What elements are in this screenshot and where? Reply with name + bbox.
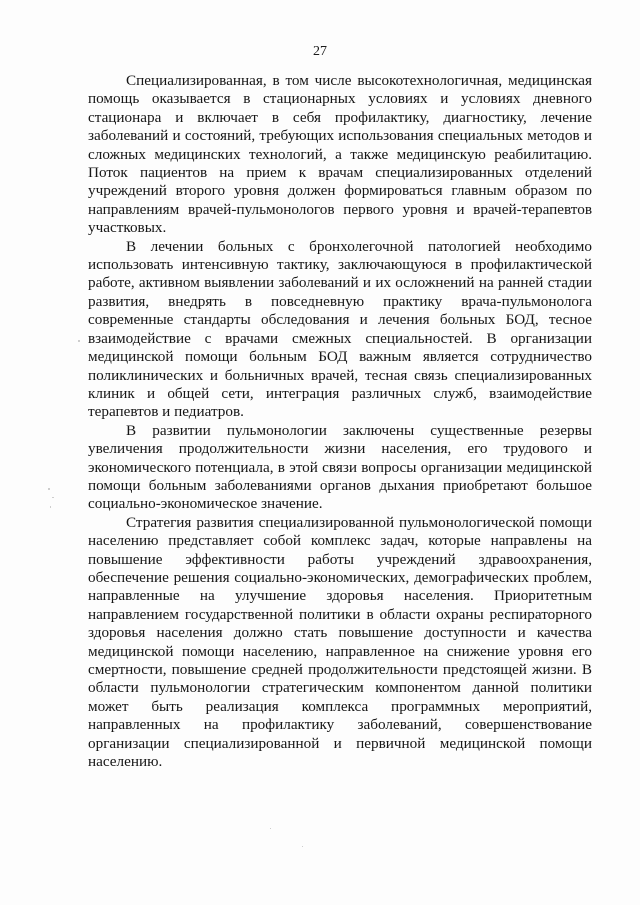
scan-speck bbox=[52, 497, 54, 498]
page-number: 27 bbox=[313, 44, 327, 59]
paragraph: Специализированная, в том числе высокотехнологичная, медицинская помощь оказывается в стационарных условиях и условиях дневного стационара и включает в себя профилактику, диагностику, лечение заболеваний и состояний, требующих использования специальных методов и сложных медицинских технологий, а также медицинскую реабилитацию. Поток пациентов на прием к врачам специализированных отделений учреждений второго уровня должен формироваться главным образом по направлениям врачей-пульмонологов первого уровня и врачей-терапевтов участковых. bbox=[88, 72, 592, 237]
paragraph: В развитии пульмонологии заключены существенные резервы увеличения продолжительности жизни населения, его трудового и экономического потенциала, в этой связи вопросы организации медицинской помощи больным заболеваниями органов дыхания приобретают большое социально-экономическое значение. bbox=[88, 421, 592, 513]
paragraph: В лечении больных с бронхолегочной патологией необходимо использовать интенсивную тактику, заключающуюся в профилактической работе, активном выявлении заболеваний и их осложнений на ранней стадии развития, внедрять в повседневную практику врача-пульмонолога современные стандарты обследования и лечения больных БОД, тесное взаимодействие с врачами смежных специальностей. В организации медицинской помощи больным БОД важным является сотрудничество поликлинических и больничных врачей, тесная связь специализированных клиник и общей сети, интеграция различных служб, взаимодействие терапевтов и педиатров. bbox=[88, 237, 592, 421]
scan-speck bbox=[78, 340, 80, 342]
scan-speck bbox=[50, 506, 51, 508]
scan-speck bbox=[270, 828, 271, 829]
body-text bbox=[88, 72, 592, 771]
paragraph: Стратегия развития специализированной пульмонологической помощи населению представляет собой комплекс задач, которые направлены на повышение эффективности работы учреждений здравоохранения, обеспечение решения социально-экономических, демографических проблем, направленные на улучшение здоровья населения. Приоритетным направлением государственной политики в области охраны респираторного здоровья населения должно стать повышение доступности и качества медицинской помощи населению, направленное на снижение уровня его смертности, повышение средней продолжительности предстоящей жизни. В области пульмонологии стратегическим компонентом данной политики может быть реализация комплекса программных мероприятий, направленных на профилактику заболеваний, совершенствование организации специализированной и первичной медицинской помощи населению. bbox=[88, 513, 592, 771]
scan-speck bbox=[48, 488, 50, 490]
scan-speck bbox=[302, 846, 303, 847]
